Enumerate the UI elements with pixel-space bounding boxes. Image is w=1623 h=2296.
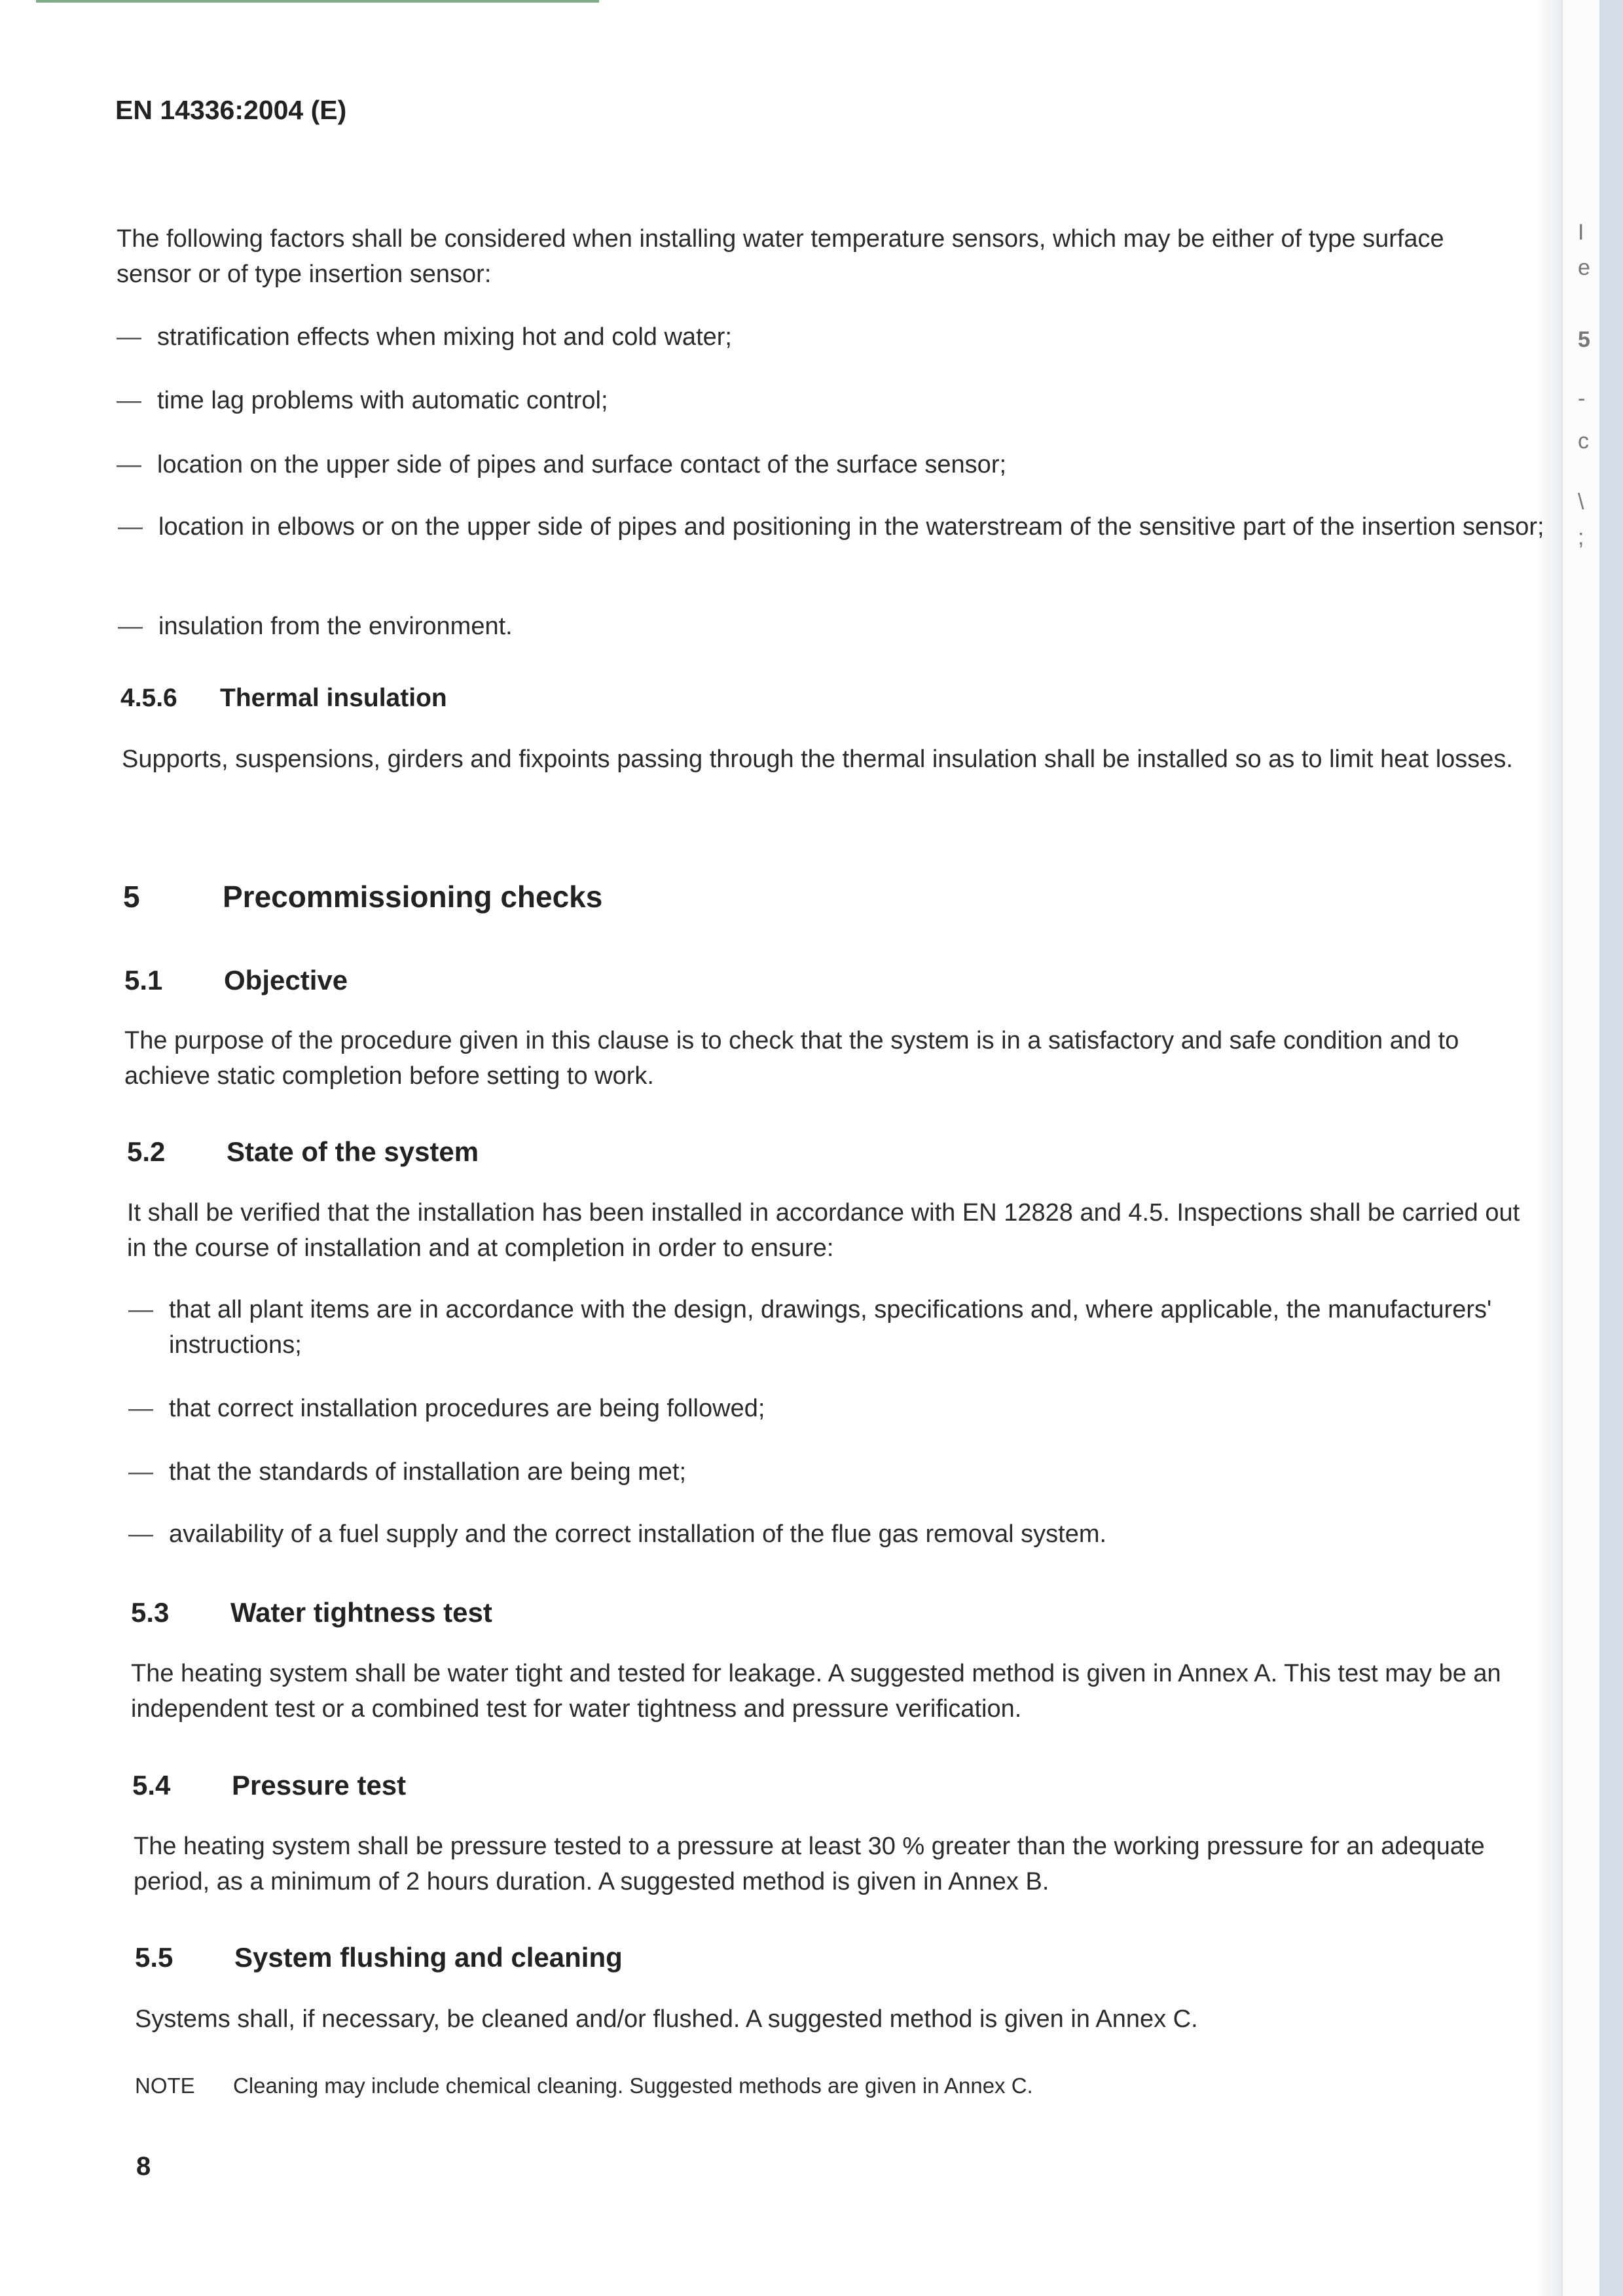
section-5-5-text: Systems shall, if necessary, be cleaned and/or flushed. A suggested method is given in Annex C. [135,2005,1198,2033]
list-item-text: time lag problems with automatic control; [157,387,608,414]
list-item-text: location in elbows or on the upper side of pipes and positioning in the waterstream of the sensitive part of the insertion sensor; [158,513,1544,541]
section-heading-5-1 [124,965,348,996]
section-number: 5.4 [132,1770,171,1801]
list-item-text: that correct installation procedures are being followed; [169,1395,765,1422]
section-title: Objective [224,965,348,996]
section-number: 5 [123,880,140,914]
dash-bullet: — [128,1296,153,1323]
section-title: Water tightness test [230,1597,492,1628]
edge-glyph: 5 [1578,327,1590,352]
section-heading-5-2 [127,1136,479,1168]
section-heading-5-4 [132,1770,406,1801]
section-heading-4-5-6 [120,684,447,713]
section-number: 4.5.6 [120,684,177,712]
section-title: Precommissioning checks [223,880,603,914]
section-number: 5.1 [124,965,163,996]
edge-glyph: \ [1578,490,1584,514]
note-label: NOTE [135,2073,195,2098]
list-item-text: insulation from the environment. [158,613,513,640]
section-title: State of the system [227,1136,479,1167]
list-item [117,383,1506,418]
dash-bullet: — [128,1395,153,1422]
dash-bullet: — [117,323,141,351]
section-number: 5.2 [127,1136,166,1167]
note [135,2073,1510,2098]
section-title: Thermal insulation [220,684,447,712]
section-5-2-text: It shall be verified that the installation has been installed in accordance with EN 12828 and 4.5. Inspections shall be carried out in the course of installation and at completion in order to ensure: [127,1199,1520,1262]
list-item-text: that all plant items are in accordance with the design, drawings, specifications and, where applicable, the manufacturers' instructions; [169,1296,1492,1359]
document-header: EN 14336:2004 (E) [115,95,347,125]
section-heading-5 [123,879,602,914]
scan-top-line [36,0,599,3]
section-title: Pressure test [232,1770,407,1801]
edge-glyph: ; [1578,525,1584,550]
section-4-5-6-text: Supports, suspensions, girders and fixpoints passing through the thermal insulation shall be installed so as to limit heat losses. [122,745,1513,773]
dash-bullet: — [117,451,141,478]
scanner-background [1599,0,1623,2296]
dash-bullet: — [128,1520,153,1548]
section-heading-5-5 [135,1942,623,1973]
intro-paragraph: The following factors shall be considered when installing water temperature sensors, which may be either of type surface sensor or of type insertion sensor: [117,225,1444,288]
dash-bullet: — [117,387,141,414]
list-item [117,447,1506,482]
list-item-text: that the standards of installation are being met; [169,1458,687,1486]
list-item [117,319,1506,355]
list-item [128,1292,1537,1363]
list-item-text: availability of a fuel supply and the correct installation of the flue gas removal system. [169,1520,1107,1548]
section-5-1-text: The purpose of the procedure given in this clause is to check that the system is in a satisfactory and safe condition and to achieve static completion before setting to work. [124,1027,1459,1090]
list-item [128,1516,1537,1552]
list-item [118,509,1573,545]
edge-glyph: I [1578,220,1584,245]
list-item [128,1454,1537,1490]
section-5-3-text: The heating system shall be water tight and tested for leakage. A suggested method is given in Annex A. This test may be an independent test or a combined test for water tightness and pressure verification. [131,1660,1501,1723]
list-item-text: stratification effects when mixing hot and cold water; [157,323,732,351]
section-number: 5.5 [135,1942,173,1973]
note-text: Cleaning may include chemical cleaning. Suggested methods are given in Annex C. [233,2073,1033,2098]
list-item [128,1391,1537,1426]
section-5-4-text: The heating system shall be pressure tested to a pressure at least 30 % greater than the working pressure for an adequate period, as a minimum of 2 hours duration. A suggested method is given in Annex B. [134,1833,1485,1895]
section-heading-5-3 [131,1597,492,1628]
list-item-text: location on the upper side of pipes and surface contact of the surface sensor; [157,451,1007,478]
dash-bullet: — [118,613,143,640]
section-number: 5.3 [131,1597,170,1628]
dash-bullet: — [118,513,143,541]
list-item [118,609,1507,644]
page-number: 8 [136,2152,151,2181]
dash-bullet: — [128,1458,153,1486]
edge-glyph: - [1578,386,1586,411]
edge-glyph: c [1578,429,1589,454]
section-title: System flushing and cleaning [234,1942,623,1973]
edge-glyph: e [1578,255,1590,280]
page-edge-shadow [1535,0,1561,2296]
